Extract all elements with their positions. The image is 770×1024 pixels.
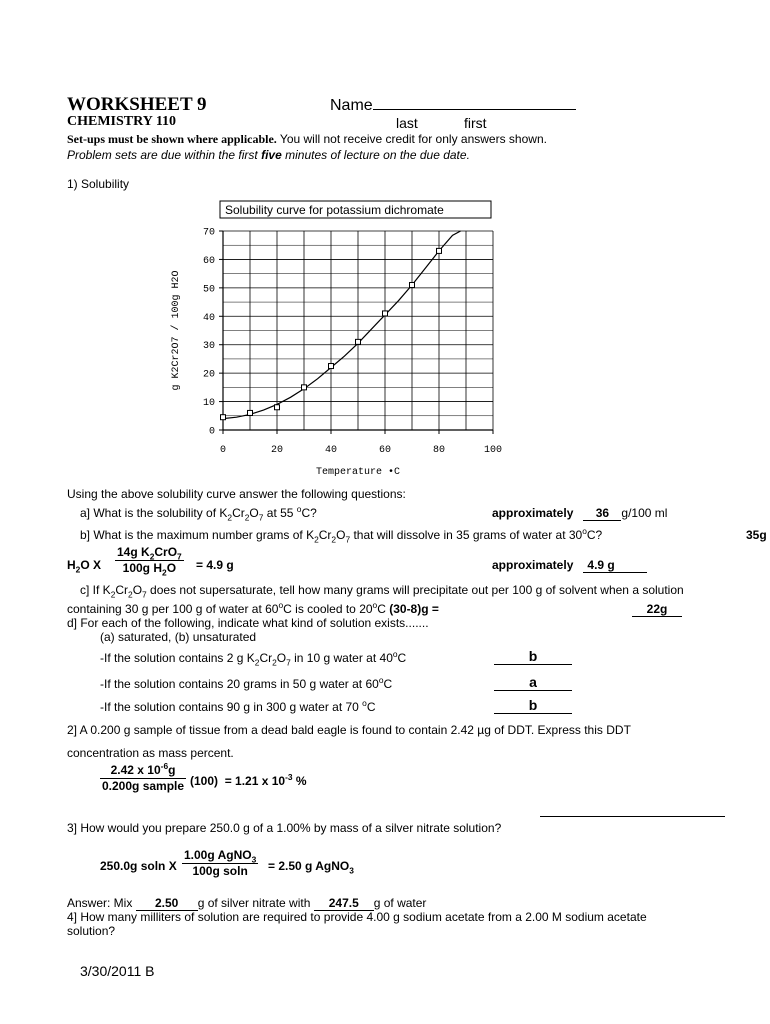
q1b-text: b] What is the maximum number grams of $K_2Cr_2O_7$ that will dissolve in 35 grams of water at 30$^o$C?: [80, 526, 603, 545]
q4-text-2: solution?: [67, 924, 116, 938]
q1b-fraction: 14g $K_2CrO_7$ 100g $H_2O$: [117, 545, 182, 578]
q2-text-2: concentration as mass percent.: [67, 746, 234, 760]
y-tick-label: 70: [202, 227, 215, 239]
y-tick-label: 10: [202, 398, 215, 410]
q2-result: (100) = 1.21 x $10^{-3}$ %: [190, 772, 307, 788]
q3-result: = 2.50 g AgNO$_3$: [268, 859, 354, 876]
data-point: [302, 385, 307, 390]
x-tick-label: 40: [324, 445, 338, 456]
course-name: CHEMISTRY 110: [67, 114, 177, 129]
q1b-side-note: 35g: [746, 528, 767, 542]
q3-answer-2[interactable]: 247.5: [314, 896, 374, 911]
q1d3-text: -If the solution contains 90 g in 300 g water at 70 $^o$C: [100, 698, 376, 714]
q3-fraction: 1.00g AgNO$_3$ 100g soln: [184, 848, 257, 878]
q1d-text: d] For each of the following, indicate what kind of solution exists.......: [67, 616, 429, 630]
q1d2-answer[interactable]: a: [494, 674, 572, 691]
x-tick-label: 0: [219, 445, 227, 456]
q3-answer-1[interactable]: 2.50: [136, 896, 198, 911]
chart-title: Solubility curve for potassium dichromate: [225, 203, 444, 217]
y-axis-label: g K2Cr2O7 / 100g H2O: [171, 270, 182, 391]
chart-tick-labels: [203, 228, 502, 457]
q1b-answer[interactable]: 4.9 g: [583, 558, 647, 573]
y-tick-label: 40: [202, 312, 215, 324]
x-tick-label: 20: [270, 445, 284, 456]
q3-setup-lhs: 250.0g soln X: [100, 859, 177, 873]
q1a-text: a] What is the solubility of $K_2Cr_2O_7$ at 55 $^o$C?: [80, 504, 317, 523]
y-tick-label: 0: [208, 426, 215, 438]
instructions: Set-ups must be shown where applicable. You will not receive credit for only answers shown.: [67, 132, 547, 146]
data-point: [248, 410, 253, 415]
data-point: [383, 311, 388, 316]
name-label: Name: [330, 97, 373, 114]
x-tick-label: 100: [483, 445, 503, 456]
y-tick-label: 60: [202, 255, 215, 267]
due-note: Problem sets are due within the first five minutes of lecture on the due date.: [67, 148, 470, 162]
data-point: [221, 415, 226, 420]
q1-label: 1) Solubility: [67, 177, 130, 191]
q1d2-text: -If the solution contains 20 grams in 50 g water at 60$^o$C: [100, 675, 393, 691]
name-field[interactable]: [330, 97, 576, 115]
q3-text: 3] How would you prepare 250.0 g of a 1.00% by mass of a silver nitrate solution?: [67, 821, 502, 835]
last-label: last: [396, 115, 418, 131]
y-tick-label: 50: [202, 284, 215, 296]
worksheet-title: WORKSHEET 9: [67, 94, 207, 115]
y-tick-label: 30: [202, 341, 215, 353]
data-point: [410, 283, 415, 288]
q1a-answer[interactable]: 36: [583, 506, 621, 521]
x-axis-label: Temperature •C: [316, 467, 401, 478]
chart-grid: [223, 231, 493, 430]
q1d3-answer[interactable]: b: [494, 697, 572, 714]
q1-intro: Using the above solubility curve answer the following questions:: [67, 487, 406, 501]
y-tick-label: 20: [202, 369, 215, 381]
solubility-chart: [150, 195, 530, 485]
q1d-options: (a) saturated, (b) unsaturated: [100, 630, 257, 644]
q1d1-text: -If the solution contains 2 g $K_2Cr_2O_7$ in 10 g water at 40$^o$C: [100, 649, 407, 668]
q1b-setup-lhs: $H_2O$ X: [67, 558, 102, 575]
q1b-result: = 4.9 g: [196, 558, 234, 572]
data-point: [329, 364, 334, 369]
first-label: first: [464, 115, 487, 131]
q1a-answer-area: approximately 36 g/100 ml: [492, 506, 668, 520]
q1c-answer[interactable]: 22g: [632, 602, 682, 617]
q1c-answer-area: [632, 602, 682, 617]
q1c-text: c] If $K_2Cr_2O_7$ does not supersaturate, tell how many grams will precipitate out per 100 g of solvent when a solution: [80, 583, 684, 600]
x-tick-label: 60: [378, 445, 392, 456]
q4-text: 4] How many milliters of solution are required to provide 4.00 g sodium acetate from a 2.00 M sodium acetate: [67, 910, 647, 924]
data-point: [356, 339, 361, 344]
q1b-answer-area: approximately 4.9 g: [492, 558, 647, 573]
q1c-text-2: containing 30 g per 100 g of water at 60$^o$C is cooled to 20$^o$C (30-8)g =: [67, 600, 439, 616]
data-point: [275, 405, 280, 410]
footer-date: 3/30/2011 B: [80, 963, 155, 979]
x-tick-label: 80: [432, 445, 446, 456]
q3-answer: Answer: Mix 2.50 g of silver nitrate with 247.5 g of water: [67, 896, 427, 910]
q2-text: 2] A 0.200 g sample of tissue from a dead bald eagle is found to contain 2.42 µg of DDT. Express this DDT: [67, 723, 631, 737]
q1d1-answer[interactable]: b: [494, 648, 572, 665]
q2-fraction: 2.42 x $10^{-6}g$ 0.200g sample: [102, 761, 185, 793]
data-point: [437, 248, 442, 253]
answer-line: [540, 816, 725, 817]
